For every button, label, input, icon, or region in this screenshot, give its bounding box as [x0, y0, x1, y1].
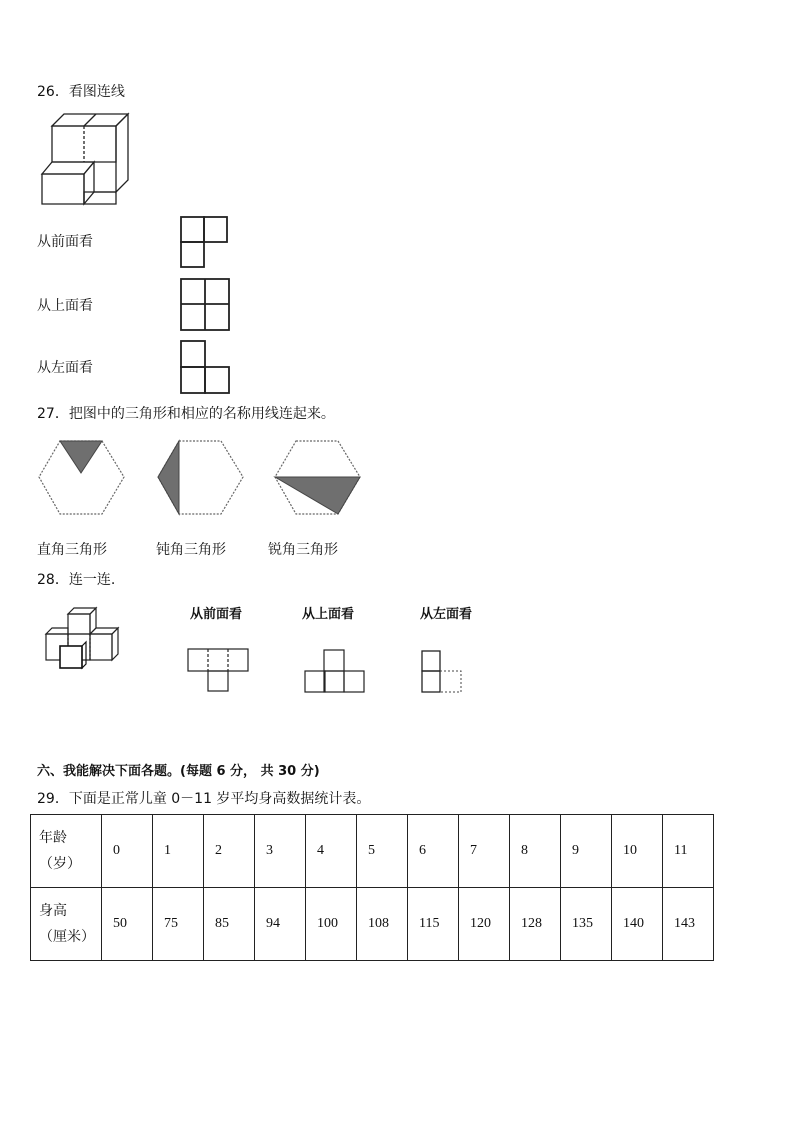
height-cell: 140	[612, 888, 663, 961]
q28-view-front-label: 从前面看	[190, 607, 243, 622]
table-row-age	[31, 815, 714, 888]
q27-name-acute: 锐角三角形	[268, 542, 338, 558]
q26-view-top-label: 从上面看	[37, 298, 93, 314]
height-cell: 120	[459, 888, 510, 961]
age-unit: （岁）	[39, 856, 81, 872]
height-cell: 75	[153, 888, 204, 961]
q28-cube-solid-figure	[44, 606, 124, 672]
age-cell: 5	[357, 815, 408, 888]
age-cell: 0	[102, 815, 153, 888]
age-cell: 8	[510, 815, 561, 888]
q27-hexagon-acute-triangle	[274, 440, 362, 516]
q26-title: 26．看图连线	[37, 84, 125, 100]
height-label: 身高	[39, 903, 67, 919]
q28-view-top-label: 从上面看	[302, 607, 355, 622]
age-cell: 9	[561, 815, 612, 888]
q26-top-view-figure	[180, 278, 232, 332]
q27-title: 27．把图中的三角形和相应的名称用线连起来。	[37, 406, 335, 422]
height-cell: 50	[102, 888, 153, 961]
age-cell: 11	[663, 815, 714, 888]
height-cell: 128	[510, 888, 561, 961]
height-header-cell	[31, 888, 102, 961]
q26-left-view-figure	[180, 340, 232, 396]
q27-name-right: 直角三角形	[37, 542, 107, 558]
height-cell: 94	[255, 888, 306, 961]
height-cell: 85	[204, 888, 255, 961]
age-cell: 2	[204, 815, 255, 888]
age-cell: 4	[306, 815, 357, 888]
age-cell: 6	[408, 815, 459, 888]
height-cell: 115	[408, 888, 459, 961]
age-cell: 7	[459, 815, 510, 888]
q27-hexagon-obtuse-triangle	[157, 440, 245, 516]
q28-view-left-label: 从左面看	[420, 607, 473, 622]
height-unit: （厘米）	[39, 929, 95, 945]
q27-hexagon-right-triangle	[38, 440, 126, 516]
q26-cube-solid-figure	[40, 112, 132, 208]
height-cell: 108	[357, 888, 408, 961]
height-cell: 135	[561, 888, 612, 961]
q26-front-view-figure	[180, 216, 230, 270]
q26-view-left-label: 从左面看	[37, 360, 93, 376]
table-row-height	[31, 888, 714, 961]
height-cell: 143	[663, 888, 714, 961]
q29-height-table	[30, 814, 714, 961]
age-cell: 3	[255, 815, 306, 888]
section6-title: 六、我能解决下面各题。(每题 6 分， 共 30 分)	[37, 764, 320, 779]
age-label: 年龄	[39, 830, 67, 846]
q26-view-front-label: 从前面看	[37, 234, 93, 250]
q28-title: 28．连一连.	[37, 572, 116, 588]
q29-title: 29．下面是正常儿童 0－11 岁平均身高数据统计表。	[37, 791, 371, 807]
age-header-cell	[31, 815, 102, 888]
age-cell: 10	[612, 815, 663, 888]
q28-top-view-figure	[304, 649, 368, 695]
q28-left-view-figure	[421, 650, 467, 696]
age-cell: 1	[153, 815, 204, 888]
q28-front-view-figure	[187, 648, 251, 694]
q27-name-obtuse: 钝角三角形	[156, 542, 226, 558]
height-cell: 100	[306, 888, 357, 961]
